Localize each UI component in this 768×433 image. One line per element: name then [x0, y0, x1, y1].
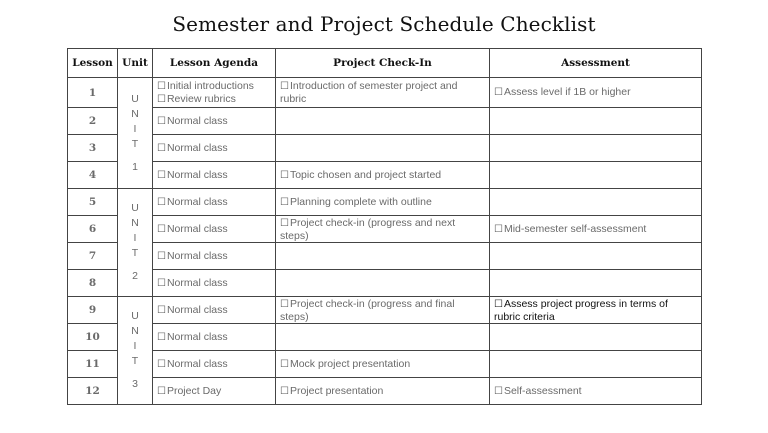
header-unit: Unit	[118, 49, 153, 78]
checkin-cell	[276, 351, 490, 378]
checklist-item[interactable]	[494, 298, 697, 323]
checkbox-icon[interactable]: ☐	[280, 196, 289, 208]
checklist-item-label: Normal class	[166, 168, 228, 181]
checkin-cell	[276, 135, 490, 162]
table-row	[68, 378, 702, 405]
agenda-cell	[153, 108, 276, 135]
checklist-item[interactable]	[280, 196, 485, 209]
assessment-cell	[490, 351, 702, 378]
checkin-cell	[276, 243, 490, 270]
checklist-item-label: Topic chosen and project started	[289, 168, 442, 181]
assessment-cell	[490, 108, 702, 135]
checklist-item[interactable]	[280, 169, 485, 182]
checkin-cell	[276, 378, 490, 405]
unit-letter: U	[131, 310, 139, 322]
checklist-item[interactable]	[280, 385, 485, 398]
checklist-item[interactable]	[280, 358, 485, 371]
unit-letter: T	[131, 247, 139, 259]
unit-number: 3	[132, 378, 138, 390]
unit-letter: U	[131, 92, 139, 105]
checklist-item[interactable]	[157, 93, 271, 106]
lesson-number: 3	[68, 135, 118, 162]
agenda-cell	[153, 78, 276, 108]
checkbox-icon[interactable]: ☐	[280, 169, 289, 181]
checklist-item[interactable]	[157, 80, 271, 93]
checklist-item[interactable]	[157, 142, 271, 155]
unit-spacer	[122, 369, 148, 377]
lesson-number: 10	[68, 324, 118, 351]
checkbox-icon[interactable]: ☐	[157, 169, 166, 181]
agenda-cell	[153, 243, 276, 270]
checklist-item-label: Project Day	[166, 384, 222, 397]
checklist-item-label: Normal class	[166, 303, 228, 316]
unit-letter: U	[131, 202, 139, 214]
table-row	[68, 297, 702, 324]
lesson-number: 11	[68, 351, 118, 378]
checkbox-icon[interactable]: ☐	[157, 385, 166, 397]
checklist-item-label: Initial introductions	[166, 79, 254, 92]
lesson-number: 6	[68, 216, 118, 243]
checkbox-icon[interactable]: ☐	[280, 358, 289, 370]
unit-label	[118, 78, 153, 189]
checklist-item-label: Review rubrics	[166, 92, 236, 105]
checklist-item[interactable]	[494, 223, 697, 236]
unit-label	[118, 189, 153, 297]
checklist-item[interactable]	[157, 115, 271, 128]
agenda-cell	[153, 378, 276, 405]
checklist-item[interactable]	[494, 86, 697, 99]
agenda-cell	[153, 270, 276, 297]
table-row	[68, 243, 702, 270]
unit-spacer	[122, 152, 148, 160]
table-row	[68, 270, 702, 297]
checklist-item-label: Self-assessment	[503, 384, 582, 397]
checklist-item-label: Planning complete with outline	[289, 195, 432, 208]
agenda-cell	[153, 189, 276, 216]
checkbox-icon[interactable]: ☐	[157, 196, 166, 208]
checkbox-icon[interactable]: ☐	[157, 142, 166, 154]
checkbox-icon[interactable]: ☐	[494, 298, 503, 310]
checklist-item[interactable]	[157, 250, 271, 263]
checkin-cell	[276, 78, 490, 108]
lesson-number: 12	[68, 378, 118, 405]
checklist-item[interactable]	[157, 358, 271, 371]
header-checkin: Project Check-In	[276, 49, 490, 78]
unit-spacer	[122, 261, 148, 269]
agenda-cell	[153, 324, 276, 351]
table-row	[68, 108, 702, 135]
checklist-item-label: Normal class	[166, 141, 228, 154]
checkbox-icon[interactable]: ☐	[157, 358, 166, 370]
schedule-body	[68, 78, 702, 405]
checklist-item[interactable]	[157, 223, 271, 236]
checklist-item-label: Mock project presentation	[289, 357, 411, 370]
checkbox-icon[interactable]: ☐	[157, 93, 166, 105]
assessment-cell	[490, 243, 702, 270]
checkin-cell	[276, 324, 490, 351]
table-row	[68, 189, 702, 216]
checklist-item-label: Assess level if 1B or higher	[503, 86, 631, 98]
checklist-item-label: Normal class	[166, 276, 228, 289]
unit-letter: N	[131, 217, 139, 229]
checklist-item-label: Normal class	[166, 222, 228, 235]
checklist-item-label: Project check-in (progress and final steps)	[280, 297, 455, 323]
header-lesson: Lesson	[68, 49, 118, 78]
table-row	[68, 351, 702, 378]
checklist-item[interactable]	[157, 169, 271, 182]
checklist-item[interactable]	[157, 277, 271, 290]
checklist-item[interactable]	[280, 298, 485, 323]
checklist-item[interactable]	[157, 196, 271, 209]
checklist-item-label: Assess project progress in terms of rubric criteria	[494, 297, 668, 323]
unit-label	[118, 297, 153, 405]
lesson-number: 4	[68, 162, 118, 189]
checkin-cell	[276, 108, 490, 135]
unit-letter: T	[131, 137, 139, 150]
unit-number: 2	[132, 270, 138, 282]
lesson-number: 2	[68, 108, 118, 135]
assessment-cell	[490, 270, 702, 297]
unit-letter: I	[133, 340, 137, 352]
checkbox-icon[interactable]: ☐	[494, 87, 503, 98]
agenda-cell	[153, 162, 276, 189]
lesson-number: 9	[68, 297, 118, 324]
lesson-number: 1	[68, 78, 118, 108]
checklist-item[interactable]	[157, 385, 271, 398]
checkbox-icon[interactable]: ☐	[157, 277, 166, 289]
unit-letter: T	[131, 355, 139, 367]
table-row	[68, 216, 702, 243]
checkin-cell	[276, 162, 490, 189]
checklist-item[interactable]	[280, 80, 485, 105]
checkin-cell	[276, 270, 490, 297]
checklist-item-label: Normal class	[166, 357, 228, 370]
table-row	[68, 78, 702, 108]
assessment-cell	[490, 297, 702, 324]
checkbox-icon[interactable]: ☐	[157, 250, 166, 262]
unit-number: 1	[132, 160, 138, 173]
checkbox-icon[interactable]: ☐	[280, 385, 289, 397]
checkbox-icon[interactable]: ☐	[280, 81, 289, 92]
checkbox-icon[interactable]: ☐	[157, 331, 166, 343]
checklist-item-label: Mid-semester self-assessment	[503, 222, 647, 235]
checklist-item-label: Normal class	[166, 330, 228, 343]
checkin-cell	[276, 216, 490, 243]
header-assessment: Assessment	[490, 49, 702, 78]
agenda-cell	[153, 135, 276, 162]
checkbox-icon[interactable]: ☐	[157, 80, 166, 92]
agenda-cell	[153, 351, 276, 378]
checkbox-icon[interactable]: ☐	[280, 217, 289, 229]
schedule-table	[67, 48, 702, 405]
checkin-cell	[276, 189, 490, 216]
checkbox-icon[interactable]: ☐	[494, 385, 503, 397]
lesson-number: 7	[68, 243, 118, 270]
agenda-cell	[153, 216, 276, 243]
checklist-item[interactable]	[157, 304, 271, 317]
checklist-item[interactable]	[157, 331, 271, 344]
page-title: Semester and Project Schedule Checklist	[172, 12, 596, 36]
assessment-cell	[490, 162, 702, 189]
checklist-item-label: Normal class	[166, 195, 228, 208]
checkin-cell	[276, 297, 490, 324]
lesson-number: 5	[68, 189, 118, 216]
table-row	[68, 135, 702, 162]
checkbox-icon[interactable]: ☐	[157, 304, 166, 316]
unit-letter: N	[131, 325, 139, 337]
checkbox-icon[interactable]: ☐	[494, 223, 503, 235]
assessment-cell	[490, 135, 702, 162]
assessment-cell	[490, 189, 702, 216]
header-row	[68, 49, 702, 78]
unit-letter: N	[131, 107, 139, 120]
checkbox-icon[interactable]: ☐	[157, 115, 166, 127]
unit-letter: I	[133, 232, 137, 244]
checklist-item-label: Normal class	[166, 249, 228, 262]
checkbox-icon[interactable]: ☐	[280, 298, 289, 310]
checklist-item-label: Normal class	[166, 114, 228, 127]
checklist-item[interactable]	[280, 217, 485, 242]
unit-letter: I	[133, 122, 137, 135]
checklist-item-label: Project check-in (progress and next steps)	[280, 216, 456, 242]
lesson-number: 8	[68, 270, 118, 297]
assessment-cell	[490, 78, 702, 108]
header-agenda: Lesson Agenda	[153, 49, 276, 78]
table-row	[68, 162, 702, 189]
agenda-cell	[153, 297, 276, 324]
table-row	[68, 324, 702, 351]
assessment-cell	[490, 378, 702, 405]
checkbox-icon[interactable]: ☐	[157, 223, 166, 235]
checklist-item[interactable]	[494, 385, 697, 398]
assessment-cell	[490, 324, 702, 351]
assessment-cell	[490, 216, 702, 243]
checklist-item-label: Introduction of semester project and rubric	[280, 80, 458, 105]
checklist-item-label: Project presentation	[289, 384, 384, 397]
